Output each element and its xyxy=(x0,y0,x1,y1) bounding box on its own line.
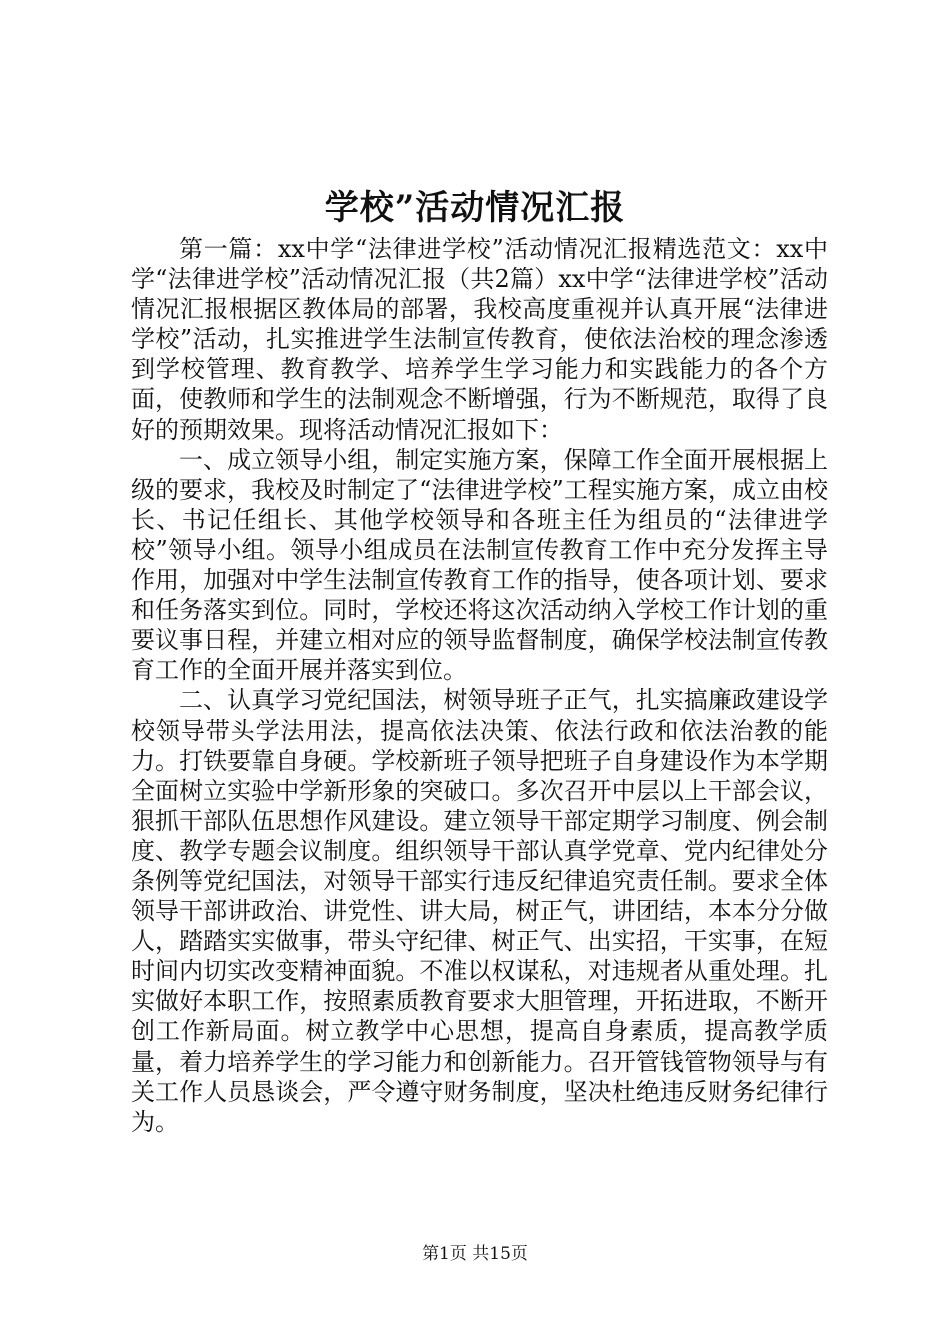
paragraph-section-two: 二、认真学习党纪国法，树领导班子正气，扎实搞廉政建设学校领导带头学法用法，提高依法决策、依法行政和依法治教的能力。打铁要靠自身硬。学校新班子领导把班子自身建设作为本学期全面树立实验中学新形象的突破口。多次召开中层以上干部会议，狠抓干部队伍思想作风建设。建立领导干部定期学习制度、例会制度、教学专题会议制度。组织领导干部认真学党章、党内纪律处分条例等党纪国法，对领导干部实行违反纪律追究责任制。要求全体领导干部讲政治、讲党性、讲大局，树正气，讲团结，本本分分做人，踏踏实实做事，带头守纪律、树正气、出实招，干实事，在短时间内切实改变精神面貌。不准以权谋私，对违规者从重处理。扎实做好本职工作，按照素质教育要求大胆管理，开拓进取，不断开创工作新局面。树立教学中心思想，提高自身素质，提高教学质量，着力培养学生的学习能力和创新能力。召开管钱管物领导与有关工作人员恳谈会，严令遵守财务制度，坚决杜绝违反财务纪律行为。 xyxy=(131,686,828,1136)
paragraph-intro: 第一篇：xx中学“法律进学校”活动情况汇报精选范文：xx中学“法律进学校”活动情况汇报（共2篇）xx中学“法律进学校”活动情况汇报根据区教体局的部署，我校高度重视并认真开展“法律进学校”活动，扎实推进学生法制宣传教育，使依法治校的理念渗透到学校管理、教育教学、培养学生学习能力和实践能力的各个方面，使教师和学生的法制观念不断增强，行为不断规范，取得了良好的预期效果。现将活动情况汇报如下： xyxy=(131,235,828,444)
document-title: 学校”活动情况汇报 xyxy=(324,188,626,228)
document-body xyxy=(131,234,828,1137)
paragraph-section-one: 一、成立领导小组，制定实施方案，保障工作全面开展根据上级的要求，我校及时制定了“法律进学校”工程实施方案，成立由校长、书记任组长、其他学校领导和各班主任为组员的“法律进学校”领导小组。领导小组成员在法制宣传教育工作中充分发挥主导作用，加强对中学生法制宣传教育工作的指导，使各项计划、要求和任务落实到位。同时，学校还将这次活动纳入学校工作计划的重要议事日程，并建立相对应的领导监督制度，确保学校法制宣传教育工作的全面开展并落实到位。 xyxy=(131,445,828,685)
page-footer: 第1页 共15页 xyxy=(422,1244,528,1264)
